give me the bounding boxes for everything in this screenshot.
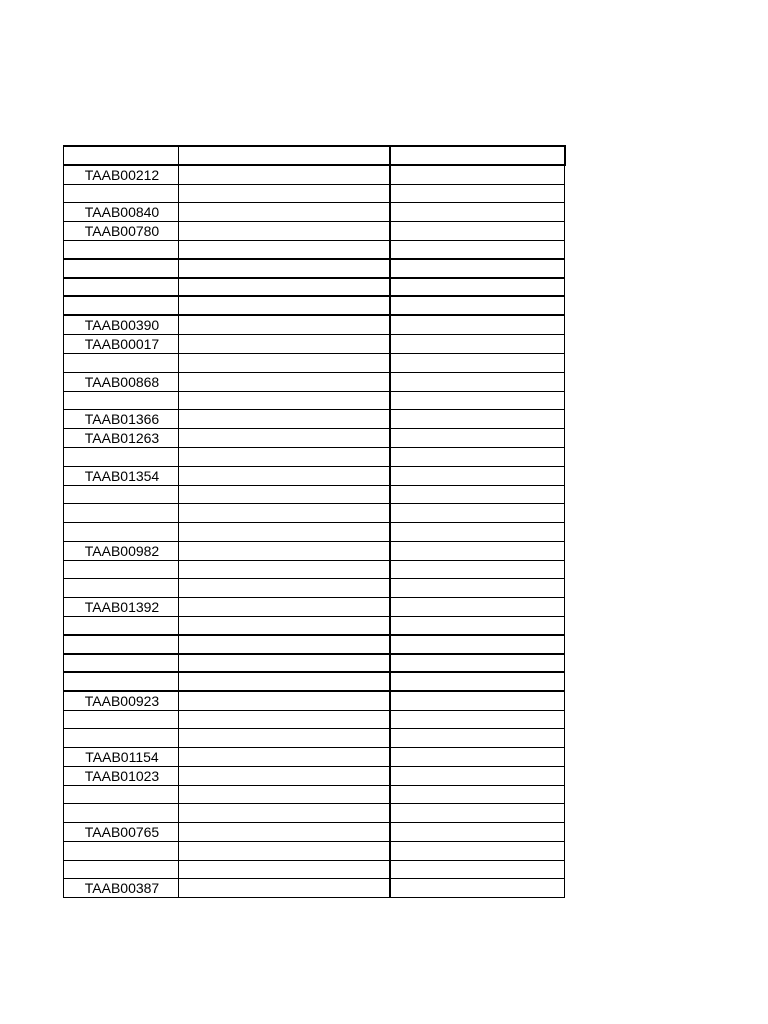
name-cell[interactable] (179, 466, 390, 485)
name-cell[interactable] (179, 315, 390, 335)
name-cell[interactable] (179, 729, 390, 748)
table-row (64, 616, 565, 635)
id-cell[interactable] (64, 184, 179, 203)
header-row (64, 146, 565, 165)
name-cell[interactable] (179, 879, 390, 898)
table-row (64, 354, 565, 373)
id-cell[interactable] (64, 504, 179, 523)
id-cell[interactable] (64, 485, 179, 504)
name-cell[interactable] (179, 203, 390, 222)
id-cell[interactable]: TAAB00212 (64, 165, 179, 185)
value-cell[interactable] (390, 241, 565, 260)
name-cell[interactable] (179, 541, 390, 560)
id-cell[interactable] (64, 729, 179, 748)
value-cell[interactable] (390, 729, 565, 748)
value-cell[interactable] (390, 747, 565, 766)
id-cell[interactable] (64, 448, 179, 467)
table-row (64, 315, 565, 335)
table-row (64, 372, 565, 391)
spreadsheet-table (63, 145, 566, 898)
id-cell[interactable] (64, 710, 179, 729)
value-cell[interactable] (390, 391, 565, 410)
value-cell[interactable] (390, 560, 565, 579)
value-cell[interactable] (390, 165, 565, 185)
table-row (64, 879, 565, 898)
name-cell[interactable] (179, 710, 390, 729)
value-cell[interactable] (390, 579, 565, 598)
table-row (64, 860, 565, 879)
table-row (64, 448, 565, 467)
name-cell[interactable] (179, 296, 390, 315)
id-cell[interactable]: TAAB00868 (64, 372, 179, 391)
id-cell[interactable] (64, 296, 179, 315)
table-row (64, 823, 565, 842)
value-cell[interactable] (390, 860, 565, 879)
name-cell[interactable] (179, 222, 390, 241)
name-cell[interactable] (179, 504, 390, 523)
name-cell[interactable] (179, 579, 390, 598)
table-row (64, 597, 565, 616)
value-cell[interactable] (390, 804, 565, 823)
id-cell[interactable]: TAAB01023 (64, 766, 179, 785)
value-cell[interactable] (390, 315, 565, 335)
value-cell[interactable] (390, 354, 565, 373)
value-cell[interactable] (390, 597, 565, 616)
value-cell[interactable] (390, 691, 565, 711)
table-row (64, 165, 565, 185)
table-row (64, 241, 565, 260)
value-cell[interactable] (390, 429, 565, 448)
id-cell[interactable]: TAAB00982 (64, 541, 179, 560)
name-cell[interactable] (179, 410, 390, 429)
id-cell[interactable]: TAAB00765 (64, 823, 179, 842)
id-cell[interactable] (64, 804, 179, 823)
name-cell[interactable] (179, 804, 390, 823)
name-cell[interactable] (179, 259, 390, 278)
id-cell[interactable] (64, 560, 179, 579)
id-cell[interactable] (64, 523, 179, 542)
name-cell[interactable] (179, 597, 390, 616)
value-cell[interactable] (390, 504, 565, 523)
name-cell[interactable] (179, 146, 390, 165)
id-cell[interactable] (64, 391, 179, 410)
value-cell[interactable] (390, 635, 565, 654)
table-row (64, 296, 565, 315)
value-cell[interactable] (390, 879, 565, 898)
value-cell[interactable] (390, 842, 565, 861)
id-cell[interactable] (64, 579, 179, 598)
value-cell[interactable] (390, 823, 565, 842)
table-row (64, 766, 565, 785)
table-row (64, 222, 565, 241)
name-cell[interactable] (179, 560, 390, 579)
value-cell[interactable] (390, 541, 565, 560)
table-row (64, 203, 565, 222)
name-cell[interactable] (179, 485, 390, 504)
value-cell[interactable] (390, 466, 565, 485)
name-cell[interactable] (179, 372, 390, 391)
value-cell[interactable] (390, 672, 565, 691)
name-cell[interactable] (179, 691, 390, 711)
name-cell[interactable] (179, 635, 390, 654)
id-cell[interactable] (64, 616, 179, 635)
id-cell[interactable] (64, 241, 179, 260)
table-row (64, 259, 565, 278)
id-cell[interactable]: TAAB01392 (64, 597, 179, 616)
id-cell[interactable] (64, 860, 179, 879)
name-cell[interactable] (179, 842, 390, 861)
value-cell[interactable] (390, 785, 565, 804)
table-row (64, 635, 565, 654)
table-row (64, 729, 565, 748)
value-cell[interactable] (390, 710, 565, 729)
name-cell[interactable] (179, 523, 390, 542)
name-cell[interactable] (179, 354, 390, 373)
name-cell[interactable] (179, 391, 390, 410)
value-cell[interactable] (390, 616, 565, 635)
name-cell[interactable] (179, 429, 390, 448)
value-cell[interactable] (390, 296, 565, 315)
value-cell[interactable] (390, 335, 565, 354)
table-row (64, 654, 565, 673)
table-row (64, 785, 565, 804)
name-cell[interactable] (179, 165, 390, 185)
id-cell[interactable]: TAAB00780 (64, 222, 179, 241)
id-cell[interactable] (64, 278, 179, 297)
id-cell[interactable] (64, 146, 179, 165)
table-row (64, 560, 565, 579)
id-cell[interactable]: TAAB01263 (64, 429, 179, 448)
table-row (64, 410, 565, 429)
name-cell[interactable] (179, 335, 390, 354)
value-cell[interactable] (390, 259, 565, 278)
value-cell[interactable] (390, 448, 565, 467)
id-cell[interactable] (64, 259, 179, 278)
id-cell[interactable]: TAAB01366 (64, 410, 179, 429)
table-row (64, 523, 565, 542)
table-row (64, 485, 565, 504)
id-cell[interactable]: TAAB00390 (64, 315, 179, 335)
table-row (64, 504, 565, 523)
id-cell[interactable]: TAAB01354 (64, 466, 179, 485)
name-cell[interactable] (179, 241, 390, 260)
table-row (64, 842, 565, 861)
name-cell[interactable] (179, 278, 390, 297)
table-row (64, 747, 565, 766)
name-cell[interactable] (179, 448, 390, 467)
id-cell[interactable] (64, 842, 179, 861)
value-cell[interactable] (390, 654, 565, 673)
id-cell[interactable] (64, 785, 179, 804)
id-cell[interactable]: TAAB00387 (64, 879, 179, 898)
table-row (64, 335, 565, 354)
id-cell[interactable] (64, 635, 179, 654)
name-cell[interactable] (179, 616, 390, 635)
id-cell[interactable]: TAAB00923 (64, 691, 179, 711)
id-cell[interactable] (64, 654, 179, 673)
value-cell[interactable] (390, 485, 565, 504)
table-row (64, 672, 565, 691)
table-row (64, 391, 565, 410)
value-cell[interactable] (390, 372, 565, 391)
value-cell[interactable] (390, 410, 565, 429)
name-cell[interactable] (179, 766, 390, 785)
table-row (64, 541, 565, 560)
table-row (64, 429, 565, 448)
name-cell[interactable] (179, 654, 390, 673)
table-row (64, 278, 565, 297)
spreadsheet-body (64, 146, 565, 898)
id-cell[interactable] (64, 354, 179, 373)
id-cell[interactable]: TAAB01154 (64, 747, 179, 766)
id-cell[interactable] (64, 672, 179, 691)
value-cell[interactable] (390, 184, 565, 203)
table-row (64, 691, 565, 711)
table-row (64, 804, 565, 823)
value-cell[interactable] (390, 523, 565, 542)
value-cell[interactable] (390, 766, 565, 785)
name-cell[interactable] (179, 672, 390, 691)
table-row (64, 579, 565, 598)
name-cell[interactable] (179, 785, 390, 804)
table-row (64, 710, 565, 729)
table-row (64, 184, 565, 203)
id-cell[interactable]: TAAB00840 (64, 203, 179, 222)
value-cell[interactable] (390, 203, 565, 222)
name-cell[interactable] (179, 747, 390, 766)
value-cell[interactable] (390, 146, 565, 165)
name-cell[interactable] (179, 860, 390, 879)
name-cell[interactable] (179, 184, 390, 203)
table-row (64, 466, 565, 485)
value-cell[interactable] (390, 222, 565, 241)
name-cell[interactable] (179, 823, 390, 842)
id-cell[interactable]: TAAB00017 (64, 335, 179, 354)
value-cell[interactable] (390, 278, 565, 297)
